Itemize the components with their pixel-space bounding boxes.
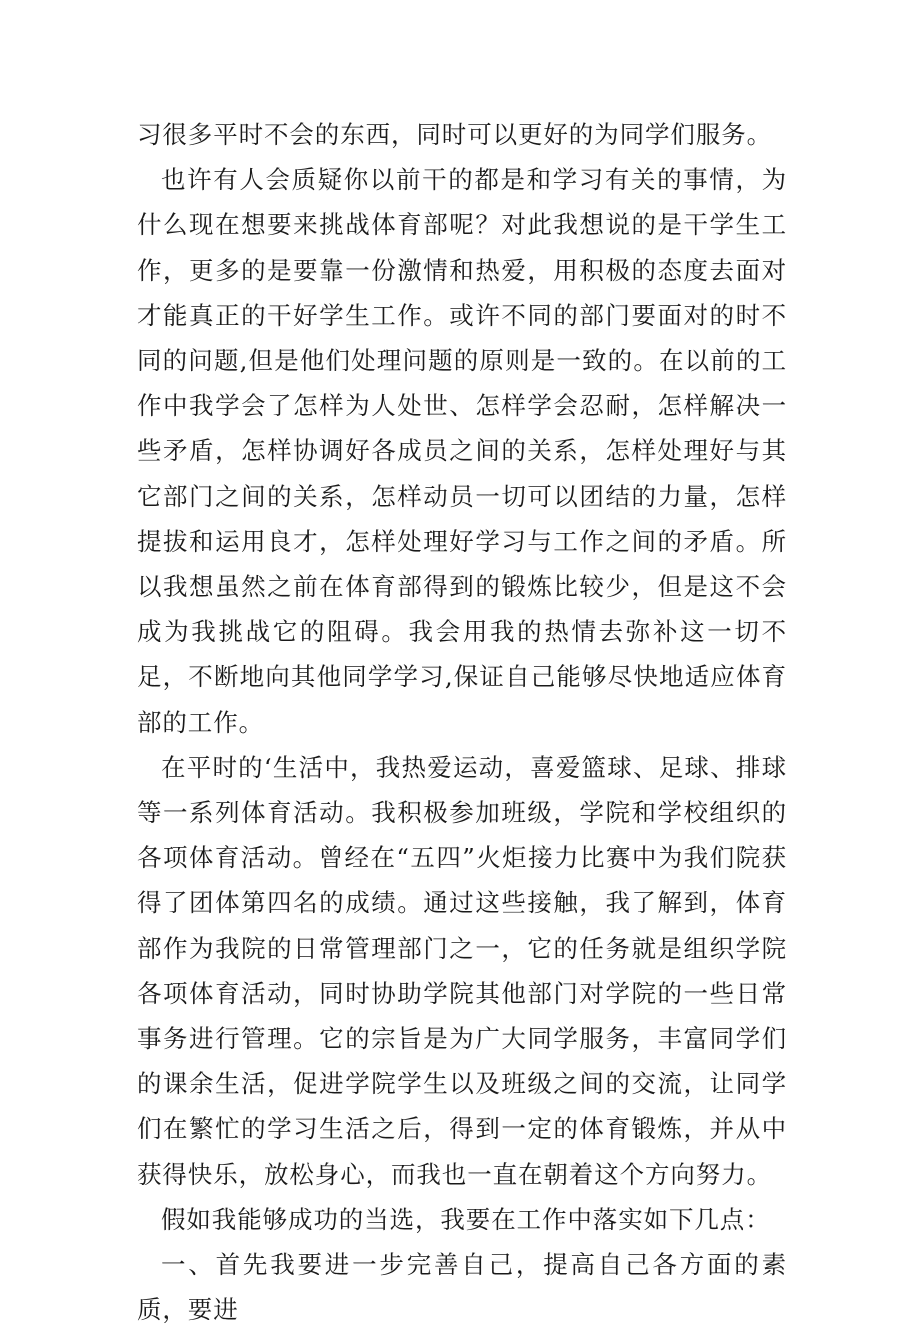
paragraph-continuation: 习很多平时不会的东西，同时可以更好的为同学们服务。: [137, 120, 772, 149]
paragraph-plan-point-one: 一、首先我要进一步完善自己，提高自己各方面的素质，要进: [137, 1250, 787, 1325]
paragraph-sports-department-challenge: 也许有人会质疑你以前干的都是和学习有关的事情，为什么现在想要来挑战体育部呢？对此我想说的是干学生工作，更多的是要靠一份激情和热爱，用积极的态度去面对才能真正的干好学生工作。或许不同的部门要面对的时不同的问题,但是他们处理问题的原则是一致的。在以前的工作中我学会了怎样为人处世、怎样学会忍耐，怎样解决一些矛盾，怎样协调好各成员之间的关系，怎样处理好与其它部门之间的关系，怎样动员一切可以团结的力量，怎样提拔和运用良才，怎样处理好学习与工作之间的矛盾。所以我想虽然之前在体育部得到的锻炼比较少，但是这不会成为我挑战它的阻碍。我会用我的热情去弥补这一切不足，不断地向其他同学学习,保证自己能够尽快地适应体育部的工作。: [137, 165, 787, 737]
paragraph-election-plan-intro: 假如我能够成功的当选，我要在工作中落实如下几点：: [161, 1204, 771, 1234]
paragraph-sports-activities: 在平时的‘生活中，我热爱运动，喜爱篮球、足球、排球等一系列体育活动。我积极参加班级，学院和学校组织的各项体育活动。曾经在“五四”火炬接力比赛中为我们院获得了团体第四名的成绩。通过这些接触，我了解到，体育部作为我院的日常管理部门之一，它的任务就是组织学院各项体育活动，同时协助学院其他部门对学院的一些日常事务进行管理。它的宗旨是为广大同学服务，丰富同学们的课余生活，促进学院学生以及班级之间的交流，让同学们在繁忙的学习生活之后，得到一定的体育锻炼，并从中获得快乐，放松身心，而我也一直在朝着这个方向努力。: [137, 752, 787, 1189]
document-body: [137, 112, 787, 1332]
